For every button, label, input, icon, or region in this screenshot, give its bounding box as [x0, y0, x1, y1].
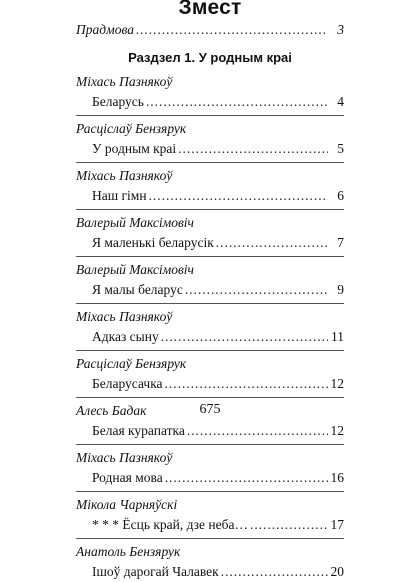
dot-leader — [146, 92, 328, 112]
toc-entry-title: У родным краі — [92, 141, 177, 156]
toc-author — [76, 166, 344, 186]
group-separator — [76, 209, 344, 210]
group-separator — [76, 256, 344, 257]
toc-entry-title: Наш гімн — [92, 188, 147, 203]
toc-entry-title: Белая курапатка — [92, 423, 185, 438]
dot-leader — [185, 280, 328, 300]
toc-entry-title: Я малы беларус — [92, 282, 183, 297]
toc-author-name: Расціслаў Бензярук — [76, 356, 187, 371]
toc-entry-title: Родная мова — [92, 470, 163, 485]
toc-author — [76, 542, 344, 562]
toc-entry[interactable] — [76, 421, 344, 441]
toc-preface-page: 3 — [337, 22, 344, 37]
toc-entry-page: 7 — [337, 235, 344, 250]
toc-author — [76, 119, 344, 139]
toc-entry-page: 9 — [337, 282, 344, 297]
toc-author-name: Валерый Максімовіч — [76, 262, 194, 277]
dot-leader — [136, 20, 328, 40]
toc-author-name: Міхась Пазнякоў — [76, 74, 173, 89]
toc-author-name: Міхась Пазнякоў — [76, 450, 173, 465]
toc-entry-page: 16 — [330, 470, 344, 485]
toc-entry[interactable] — [76, 92, 344, 112]
toc-author — [76, 307, 344, 327]
toc-entry[interactable] — [76, 374, 344, 394]
toc-author-name: Міхась Пазнякоў — [76, 309, 173, 324]
dot-leader — [250, 515, 328, 535]
toc-entry[interactable] — [76, 233, 344, 253]
toc-entry-title: Я маленькі беларусік — [92, 235, 214, 250]
page-number-footer: 675 — [199, 402, 221, 417]
toc-entry[interactable] — [76, 327, 344, 347]
group-separator — [76, 115, 344, 116]
dot-leader — [216, 233, 328, 253]
toc-author-name: Алесь Бадак — [76, 403, 147, 418]
dot-leader — [178, 139, 328, 159]
toc-entry-page: 11 — [331, 329, 344, 344]
dot-leader — [161, 327, 328, 347]
toc-author-name: Валерый Максімовіч — [76, 215, 194, 230]
toc-entry-title: * * * Ёсць край, дзе неба… — [92, 517, 248, 532]
group-separator — [76, 491, 344, 492]
dot-leader — [187, 421, 328, 441]
toc-entry-page: 6 — [337, 188, 344, 203]
toc-entry-page: 12 — [330, 376, 344, 391]
toc-author-name: Анатоль Бензярук — [76, 544, 181, 559]
toc-author — [76, 260, 344, 280]
dot-leader — [165, 374, 328, 394]
toc-entry-page: 17 — [330, 517, 344, 532]
toc-entry[interactable] — [76, 562, 344, 582]
dot-leader — [221, 562, 328, 582]
toc-entry-title: Ішоў дарогай Чалавек — [92, 564, 219, 579]
table-of-contents — [76, 20, 344, 582]
toc-entry[interactable] — [76, 515, 344, 535]
toc-entry[interactable] — [76, 280, 344, 300]
toc-entry-title: Адказ сыну — [92, 329, 159, 344]
section-heading: Раздзел 1. У родным краі — [128, 50, 292, 65]
group-separator — [76, 162, 344, 163]
toc-author — [76, 213, 344, 233]
group-separator — [76, 397, 344, 398]
dot-leader — [165, 468, 328, 488]
toc-author — [76, 72, 344, 92]
group-separator — [76, 538, 344, 539]
toc-entry-title: Беларусачка — [92, 376, 163, 391]
toc-author — [76, 495, 344, 515]
toc-entry-page: 20 — [330, 564, 344, 579]
toc-author-name: Расціслаў Бензярук — [76, 121, 187, 136]
toc-entry-page: 5 — [337, 141, 344, 156]
toc-entry-page: 4 — [337, 94, 344, 109]
toc-entry[interactable] — [76, 186, 344, 206]
toc-preface-label: Прадмова — [76, 22, 134, 37]
toc-groups — [76, 72, 344, 582]
group-separator — [76, 444, 344, 445]
toc-entry-title: Беларусь — [92, 94, 144, 109]
toc-entry-page: 12 — [330, 423, 344, 438]
group-separator — [76, 350, 344, 351]
toc-author — [76, 448, 344, 468]
page-title: Змест — [178, 0, 242, 19]
toc-entry[interactable] — [76, 139, 344, 159]
toc-entry[interactable] — [76, 468, 344, 488]
toc-author — [76, 354, 344, 374]
toc-preface-row[interactable] — [76, 20, 344, 40]
dot-leader — [149, 186, 328, 206]
toc-author-name: Міхась Пазнякоў — [76, 168, 173, 183]
group-separator — [76, 303, 344, 304]
toc-author-name: Мікола Чарняўскі — [76, 497, 178, 512]
